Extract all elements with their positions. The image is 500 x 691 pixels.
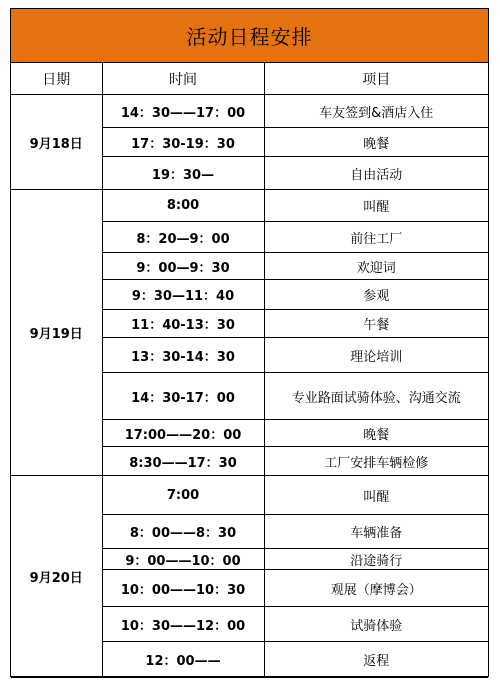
schedule-table [11,63,488,678]
time-cell: 9：00—9：30 [102,253,264,280]
item-cell: 返程 [264,642,488,678]
date-cell: 9月20日 [11,476,102,678]
schedule-sheet [10,8,489,677]
item-cell: 专业路面试骑体验、沟通交流 [264,373,488,420]
header-item: 项目 [264,63,488,95]
time-cell: 7:00 [102,476,264,515]
time-cell: 10：00——10：30 [102,570,264,607]
item-cell: 观展（摩博会） [264,570,488,607]
item-cell: 午餐 [264,310,488,338]
item-cell: 理论培训 [264,338,488,373]
time-cell: 14：30——17：00 [102,95,264,128]
time-cell: 19：30— [102,157,264,190]
item-cell: 叫醒 [264,476,488,515]
time-cell: 9：30—11：40 [102,280,264,310]
item-cell: 晚餐 [264,420,488,447]
table-row [11,95,488,128]
time-cell: 14：30-17：00 [102,373,264,420]
table-row [11,476,488,515]
header-row [11,63,488,95]
item-cell: 车友签到&酒店入住 [264,95,488,128]
schedule-title: 活动日程安排 [11,9,488,63]
item-cell: 试骑体验 [264,607,488,642]
time-cell: 17:00——20：00 [102,420,264,447]
item-cell: 自由活动 [264,157,488,190]
time-cell: 9：00——10：00 [102,549,264,570]
item-cell: 工厂安排车辆检修 [264,447,488,476]
date-cell: 9月18日 [11,95,102,190]
item-cell: 晚餐 [264,128,488,157]
time-cell: 10：30——12：00 [102,607,264,642]
time-cell: 8:30——17：30 [102,447,264,476]
time-cell: 8:00 [102,190,264,222]
time-cell: 17：30-19：30 [102,128,264,157]
table-row [11,190,488,222]
header-date: 日期 [11,63,102,95]
item-cell: 沿途骑行 [264,549,488,570]
time-cell: 13：30-14：30 [102,338,264,373]
date-cell: 9月19日 [11,190,102,476]
item-cell: 叫醒 [264,190,488,222]
item-cell: 欢迎词 [264,253,488,280]
item-cell: 前往工厂 [264,222,488,253]
time-cell: 8：20—9：00 [102,222,264,253]
item-cell: 参观 [264,280,488,310]
time-cell: 11：40-13：30 [102,310,264,338]
header-time: 时间 [102,63,264,95]
time-cell: 8：00——8：30 [102,515,264,549]
time-cell: 12：00—— [102,642,264,678]
item-cell: 车辆准备 [264,515,488,549]
